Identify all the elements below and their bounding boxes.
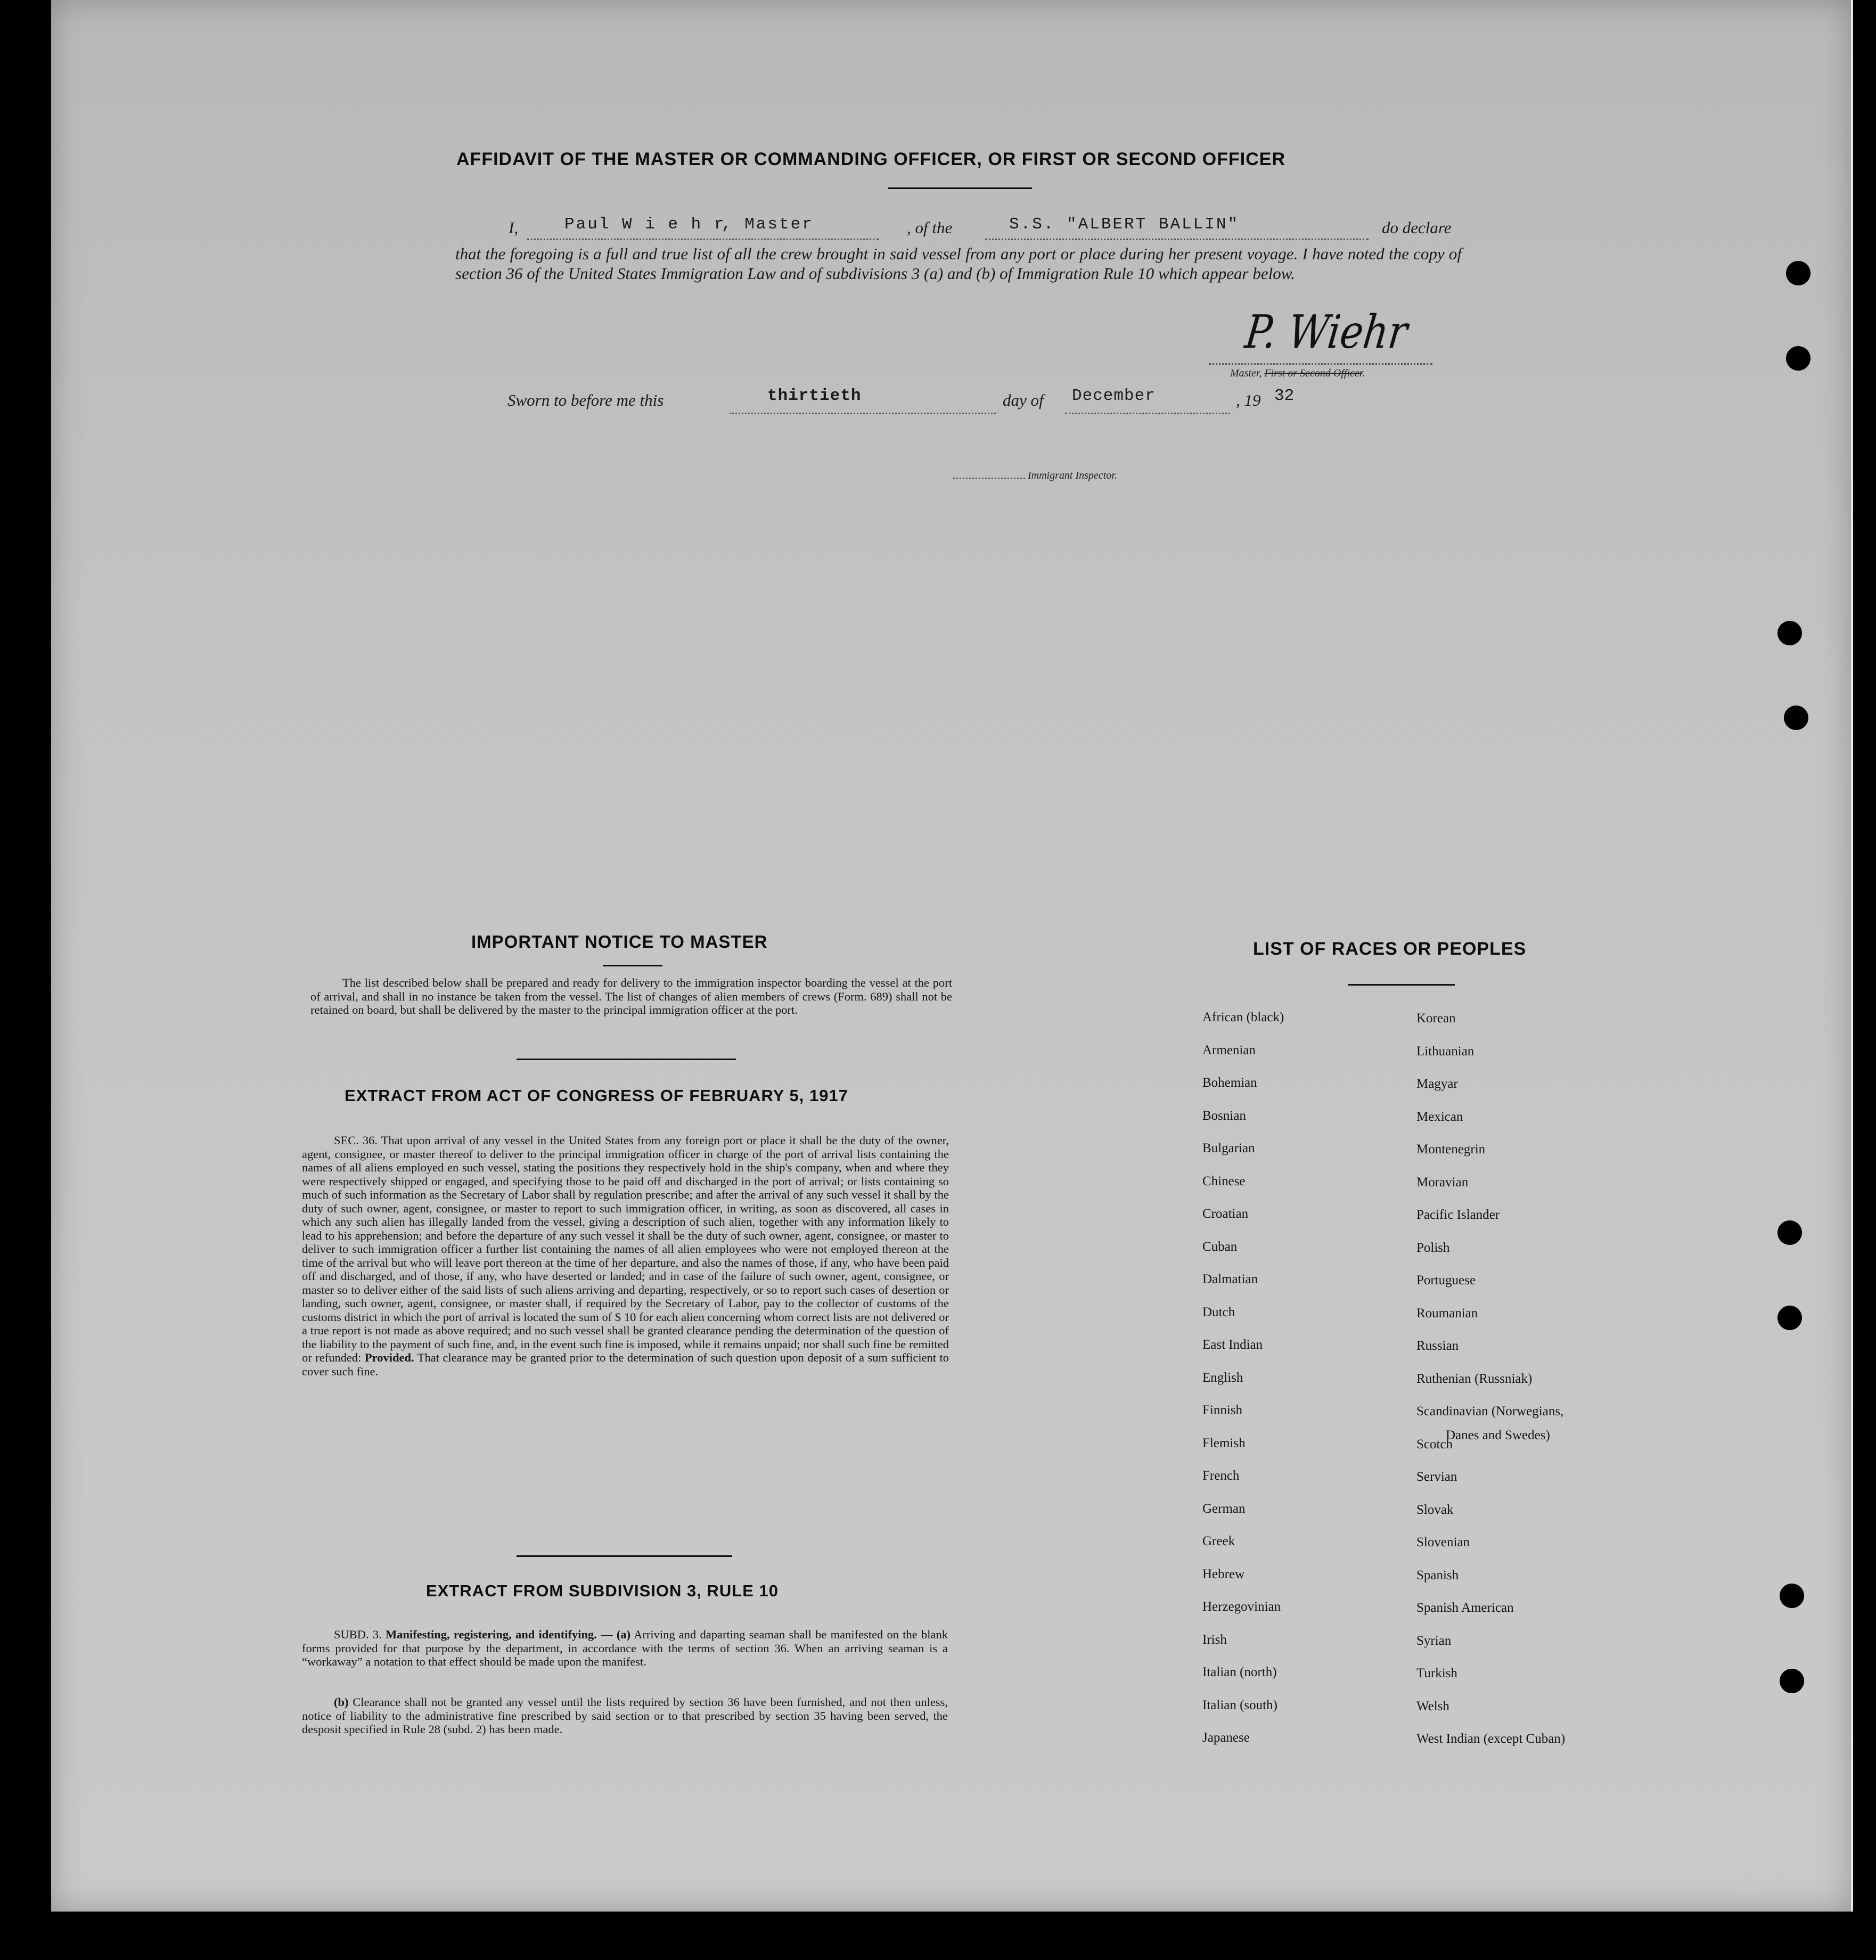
race-item: Bulgarian: [1202, 1141, 1255, 1155]
rule-subd-a-text: Arriving and daparting seaman shall be manifested on the blank forms provided for that purpose by the department, in accordance with the terms of section 36. When an arriving seaman is a “workaway” a notation to that effect should be made upon the manifest.: [302, 1628, 948, 1668]
race-item: Mexican: [1416, 1109, 1463, 1124]
punch-hole: [1777, 1220, 1802, 1245]
race-item: Chinese: [1202, 1174, 1246, 1188]
race-item: Italian (north): [1202, 1665, 1277, 1679]
race-item: Herzegovinian: [1202, 1600, 1281, 1614]
affidavit-title-rule: [888, 187, 1032, 189]
punch-hole: [1777, 1306, 1802, 1330]
race-item: Roumanian: [1416, 1306, 1478, 1321]
rule-subd-b-text: Clearance shall not be granted any vessel until the lists required by section 36 have been furnished, and not then unless, notice of liability to the administrative fine prescribed by said section or to that prescribed by section 35 having been served, the desposit specified in Rule 28 (subd. 2) has been made.: [302, 1695, 948, 1736]
race-item: Scotch: [1416, 1437, 1453, 1451]
margin-note: S.P.: [1733, 1848, 1804, 1901]
name-dotline: [527, 239, 879, 240]
race-item: Japanese: [1202, 1731, 1250, 1745]
race-item: West Indian (except Cuban): [1416, 1732, 1566, 1746]
sworn-day-dotline: [730, 413, 996, 414]
master-rank: , Master: [722, 215, 814, 234]
races-right-column: [1416, 1012, 1565, 1765]
sworn-prefix: Sworn to before me this: [507, 391, 664, 409]
signature-label-end: .: [1362, 367, 1365, 379]
race-item: Syrian: [1416, 1633, 1452, 1648]
affidavit-title: AFFIDAVIT OF THE MASTER OR COMMANDING OFFICER, OR FIRST OR SECOND OFFICER: [456, 149, 1285, 169]
affidavit-body: that the foregoing is a full and true list of all the crew brought in said vessel from any port or place during her present voyage. I have noted the copy of section 36 of the United States Immigration Law and of subdivisions 3 (a) and (b) of Immigration Rule 10 which appear below.: [455, 244, 1462, 283]
rule-subd-b: [302, 1695, 948, 1736]
punch-hole: [1780, 1669, 1804, 1693]
inspector-dotline: [953, 478, 1025, 479]
signature-label-struck: First or Second Officer: [1264, 367, 1363, 379]
sworn-line: [507, 389, 1466, 415]
races-title-rule: [1348, 984, 1455, 986]
notice-title-rule: [603, 965, 662, 966]
race-item: Irish: [1202, 1632, 1227, 1647]
race-item: Italian (south): [1202, 1697, 1277, 1712]
race-item: Magyar: [1416, 1077, 1458, 1091]
rule-subd-heading: Manifesting, registering, and identifying.: [385, 1628, 597, 1641]
race-item: German: [1202, 1501, 1246, 1516]
race-item: Scandinavian (Norwegians, Danes and Swedes): [1416, 1404, 1564, 1442]
race-item: Dutch: [1202, 1305, 1235, 1319]
year-suffix: 32: [1274, 387, 1295, 405]
notice-body: The list described below shall be prepared and ready for delivery to the immigration inspector boarding the vessel at the port of arrival, and shall in no instance be taken from the vessel. The list of changes of alien members of crews (Form. 689) shall not be retained on board, but shall be delivered by the master to the principal immigration officer at the port.: [310, 976, 952, 1016]
rule-title: EXTRACT FROM SUBDIVISION 3, RULE 10: [426, 1581, 779, 1600]
race-item: Armenian: [1202, 1043, 1256, 1057]
race-item: Turkish: [1416, 1666, 1457, 1680]
sworn-month-dotline: [1065, 413, 1230, 414]
punch-hole: [1786, 261, 1811, 285]
prefix-i: I,: [509, 218, 519, 237]
race-item: Pacific Islander: [1416, 1208, 1500, 1222]
act-body-end: That clearance may be granted prior to the determination of such question upon deposit of a sum sufficient to cover such fine.: [302, 1351, 949, 1378]
sworn-month: December: [1072, 387, 1156, 405]
of-the-label: , of the: [907, 218, 953, 237]
act-provided: Provided.: [364, 1351, 414, 1364]
rule-subd-prefix: SUBD. 3.: [334, 1628, 382, 1641]
punch-hole: [1786, 346, 1811, 371]
race-item: Russian: [1416, 1339, 1459, 1353]
race-item: Moravian: [1416, 1175, 1469, 1190]
punch-hole: [1777, 621, 1802, 645]
races-left-column: [1202, 1011, 1284, 1764]
signature-label-master: Master,: [1230, 367, 1262, 379]
race-item: Lithuanian: [1416, 1044, 1474, 1059]
race-item: Spanish American: [1416, 1601, 1514, 1615]
race-item: Spanish: [1416, 1568, 1459, 1582]
master-name: Paul W i e h r: [564, 215, 726, 234]
races-title: LIST OF RACES OR PEOPLES: [1253, 939, 1527, 959]
race-item: Polish: [1416, 1240, 1450, 1255]
race-item: Cuban: [1202, 1239, 1238, 1254]
race-item: Bosnian: [1202, 1108, 1246, 1123]
race-item: Servian: [1416, 1470, 1457, 1484]
race-item: Dalmatian: [1202, 1272, 1258, 1286]
race-item: Bohemian: [1202, 1076, 1257, 1090]
notice-title: IMPORTANT NOTICE TO MASTER: [471, 932, 768, 952]
race-item: Hebrew: [1202, 1567, 1245, 1581]
race-item-continuation: Danes and Swedes): [1446, 1428, 1550, 1442]
act-title: EXTRACT FROM ACT OF CONGRESS OF FEBRUARY 5, 1917: [345, 1086, 848, 1105]
race-item: Greek: [1202, 1534, 1235, 1548]
do-declare-label: do declare: [1382, 218, 1452, 237]
vessel-name: S.S. "ALBERT BALLIN": [1009, 215, 1240, 234]
race-item: Finnish: [1202, 1403, 1243, 1417]
year-prefix: , 19: [1236, 391, 1261, 409]
race-item: Croatian: [1202, 1207, 1249, 1221]
race-item: Korean: [1416, 1011, 1456, 1026]
notice-bottom-rule: [517, 1059, 736, 1060]
race-item: English: [1202, 1370, 1243, 1385]
affidavit-declarant-line: [509, 217, 1462, 239]
inspector-label: Immigrant Inspector.: [1028, 470, 1117, 481]
sworn-day: thirtieth: [767, 387, 862, 405]
race-item: Montenegrin: [1416, 1142, 1486, 1157]
master-signature: P. Wiehr: [1242, 306, 1411, 359]
rule-subd-b-mark: (b): [334, 1695, 349, 1709]
act-bottom-rule: [517, 1555, 732, 1557]
rule-subd-a-mark: — (a): [601, 1628, 631, 1641]
race-item: Slovenian: [1416, 1535, 1470, 1549]
race-item: Ruthenian (Russniak): [1416, 1371, 1533, 1386]
act-body-main: SEC. 36. That upon arrival of any vessel in the United States from any foreign port or place it shall be the duty of the owner, agent, consignee, or master thereof to deliver to the principal immigration officer in charge of the port of arrival lists containing the names of all aliens employed en such vessel, stating the positions they respectively hold in the ship's company, when and where they were respectively shipped or engaged, and specifying those to be paid off and discharged in the port of arrival; or lists containing so much of such information as the Secretary of Labor shall by regulation prescribe; and after the arrival of any such vessel it shall by the duty of such owner, agent, consignee, or master to report to such immigration officer, in writing, as soon as discovered, all cases in which any such alien has illegally landed from the vessel, giving a description of such alien, together with any information likely to lead to his apprehension; and before the departure of any such vessel it shall be the duty of such owner, agent, consignee, or master to deliver to such immigration officer a further list containing the names of all alien employees who were not employed thereon at the time of the arrival but who will leave port thereon at the time of her departure, and also the names of those, if any, who have been paid off and discharged, and of those, if any, who have deserted or landed; and in case of the failure of such owner, agent, consignee, or master so to deliver either of the said lists of such aliens arriving and departing, respectively, or so to report such cases of desertion or landing, such owner, agent, consignee, or master shall, if required by the Secretary of Labor, pay to the collector of customs of the customs district in which the port of arrival is located the sum of $ 10 for each alien concerning whom correct lists are not delivered or a true report is not made as above required; and no such vessel shall be granted clearance pending the determination of the question of the liability to the payment of such fine, and, in the event such fine is imposed, while it remains unpaid; nor shall such fine be remitted or refunded:: [302, 1134, 949, 1364]
document-page: [51, 0, 1853, 1912]
race-item: East Indian: [1202, 1338, 1263, 1352]
race-item: Portuguese: [1416, 1273, 1476, 1287]
day-of-label: day of: [1003, 391, 1044, 409]
rule-subd-a: [302, 1628, 948, 1669]
punch-hole: [1784, 706, 1808, 730]
race-item: French: [1202, 1469, 1240, 1483]
race-item: African (black): [1202, 1010, 1284, 1024]
vessel-dotline: [985, 239, 1369, 240]
race-item: Slovak: [1416, 1502, 1454, 1517]
punch-hole: [1780, 1584, 1804, 1608]
race-item: Welsh: [1416, 1699, 1449, 1713]
signature-label: [1230, 367, 1365, 380]
race-item: Flemish: [1202, 1436, 1246, 1450]
act-body: [302, 1134, 949, 1378]
signature-dotline: [1209, 363, 1432, 365]
